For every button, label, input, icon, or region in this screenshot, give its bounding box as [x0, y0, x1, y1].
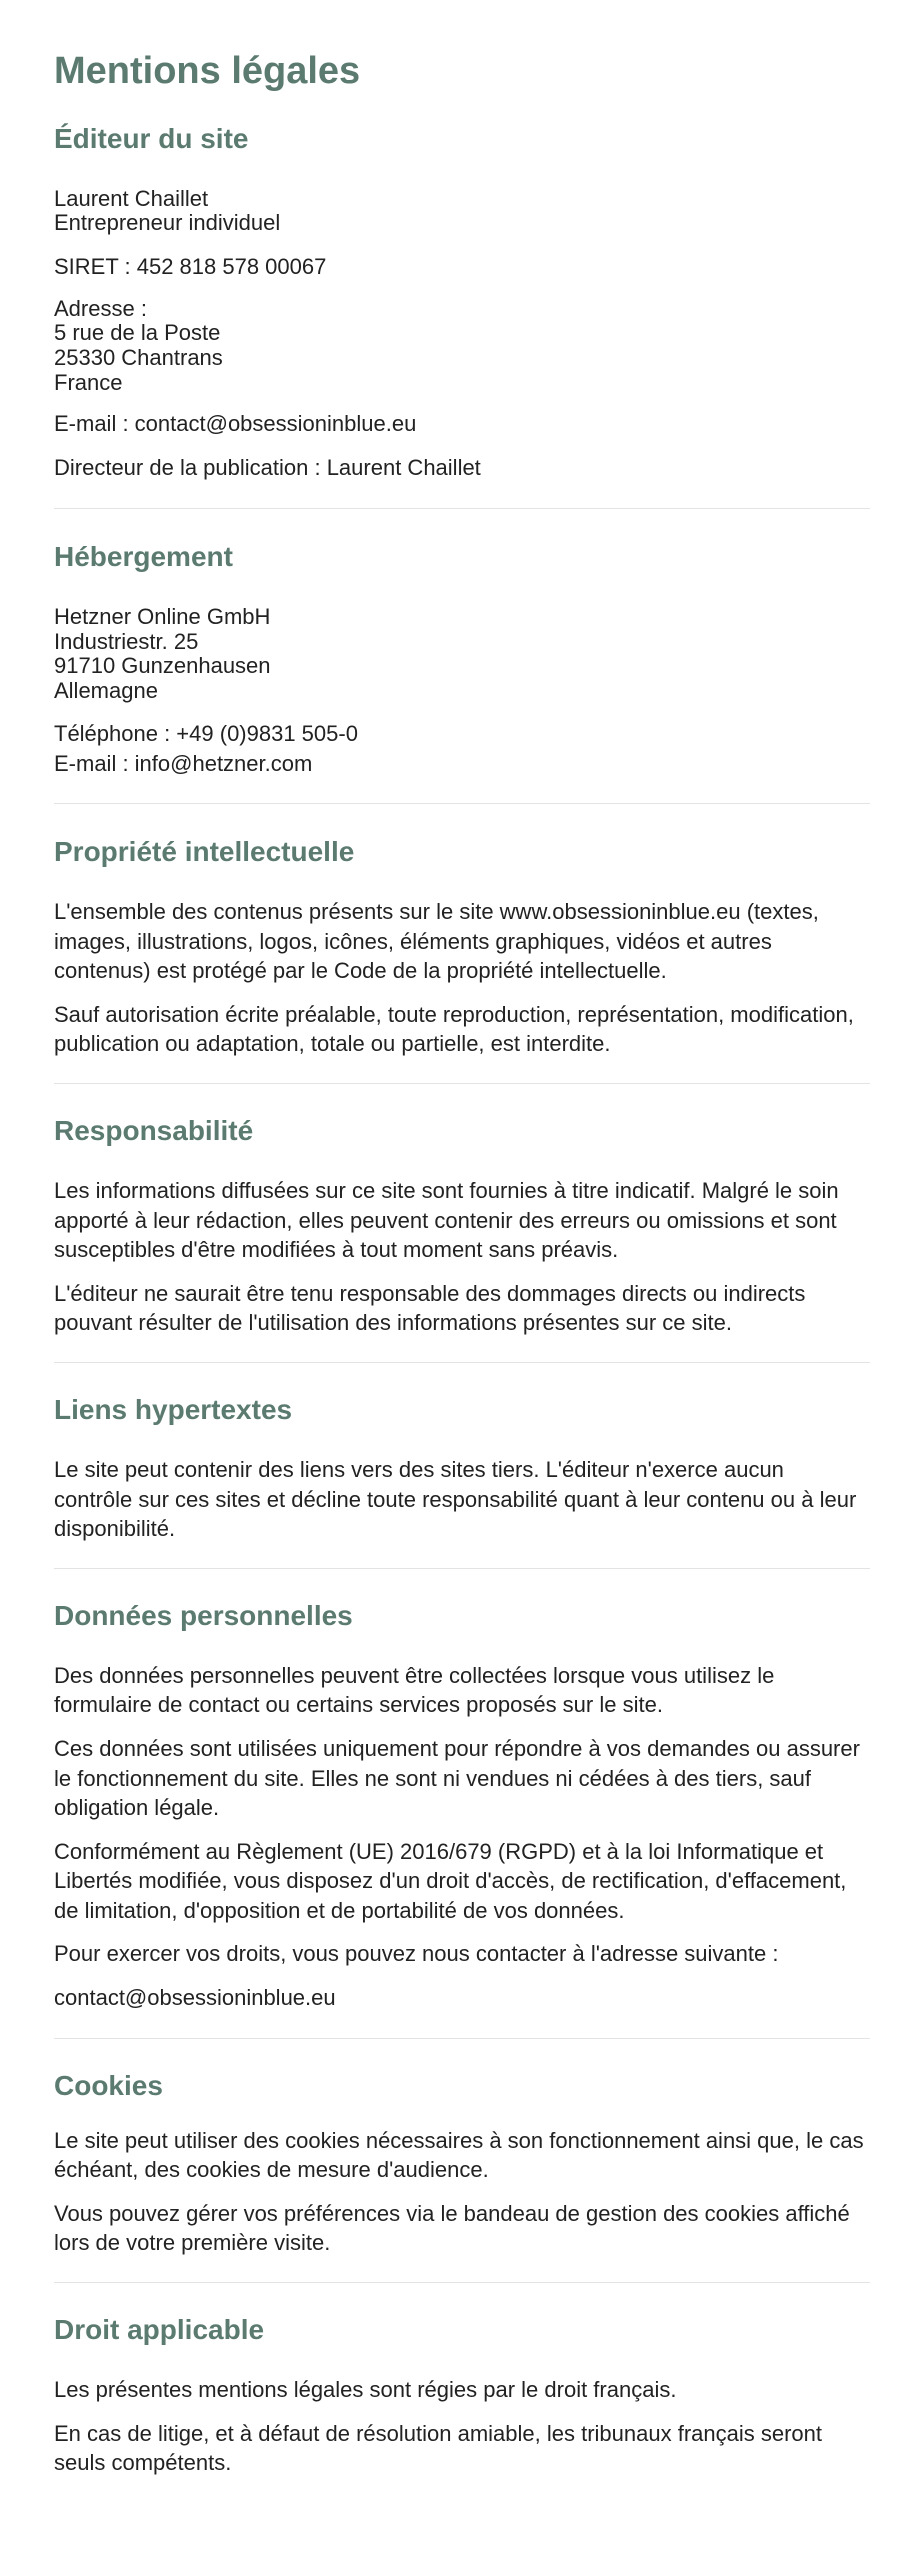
paragraph-line: Le site peut contenir des liens vers des sites tiers. L'éditeur n'exerce aucun — [54, 1457, 784, 1482]
paragraph-line: Pour exercer vos droits, vous pouvez nous contacter à l'adresse suivante : — [54, 1941, 779, 1966]
paragraph-line: Vous pouvez gérer vos préférences via le bandeau de gestion des cookies affiché — [54, 2201, 850, 2226]
section-divider — [54, 1362, 870, 1363]
paragraph-line: Conformément au Règlement (UE) 2016/679 (RGPD) et à la loi Informatique et — [54, 1839, 824, 1864]
paragraph-line: images, illustrations, logos, icônes, éléments graphiques, vidéos et autres — [54, 929, 772, 954]
paragraph-line: contrôle sur ces sites et décline toute responsabilité quant à leur contenu ou à leur — [54, 1487, 857, 1512]
section-divider — [54, 2038, 870, 2039]
paragraph-line: Les présentes mentions légales sont régies par le droit français. — [54, 2377, 677, 2402]
paragraph-line: de limitation, d'opposition et de portabilité de vos données. — [54, 1898, 625, 1923]
host-phone: Téléphone : +49 (0)9831 505-0 — [54, 721, 358, 746]
editor-name: Laurent Chaillet — [54, 186, 209, 211]
address-street: 5 rue de la Poste — [54, 320, 221, 345]
address-country: France — [54, 370, 123, 395]
paragraph-line: seuls compétents. — [54, 2450, 232, 2475]
paragraph-line: échéant, des cookies de mesure d'audience. — [54, 2157, 489, 2182]
paragraph-line: obligation légale. — [54, 1795, 220, 1820]
paragraph-line: contenus) est protégé par le Code de la propriété intellectuelle. — [54, 958, 667, 983]
paragraph-line: En cas de litige, et à défaut de résolution amiable, les tribunaux français seront — [54, 2421, 823, 2446]
section-divider — [54, 803, 870, 804]
host-city: 91710 Gunzenhausen — [54, 653, 271, 678]
page-title: Mentions légales — [54, 50, 361, 92]
section-divider — [54, 1083, 870, 1084]
paragraph-line: Libertés modifiée, vous disposez d'un droit d'accès, de rectification, d'effacement, — [54, 1868, 847, 1893]
paragraph-line: susceptibles d'être modifiées à tout moment sans préavis. — [54, 1237, 619, 1262]
section-heading-propriete: Propriété intellectuelle — [54, 836, 355, 867]
section-heading-editeur: Éditeur du site — [54, 123, 249, 154]
publication-director: Directeur de la publication : Laurent Chaillet — [54, 455, 481, 480]
paragraph-line: lors de votre première visite. — [54, 2230, 331, 2255]
paragraph-line: L'ensemble des contenus présents sur le site www.obsessioninblue.eu (textes, — [54, 899, 819, 924]
editor-email: E-mail : contact@obsessioninblue.eu — [54, 411, 417, 436]
paragraph-line: Ces données sont utilisées uniquement pour répondre à vos demandes ou assurer — [54, 1736, 860, 1761]
editor-siret: SIRET : 452 818 578 00067 — [54, 254, 327, 279]
paragraph-line: Sauf autorisation écrite préalable, toute reproduction, représentation, modification, — [54, 1002, 854, 1027]
address-city: 25330 Chantrans — [54, 345, 223, 370]
section-heading-donnees: Données personnelles — [54, 1600, 353, 1631]
paragraph-line: formulaire de contact ou certains services proposés sur le site. — [54, 1692, 663, 1717]
section-heading-liens: Liens hypertextes — [54, 1394, 293, 1425]
section-divider — [54, 508, 870, 509]
section-heading-responsabilite: Responsabilité — [54, 1115, 254, 1146]
paragraph-line: disponibilité. — [54, 1516, 176, 1541]
section-divider — [54, 2282, 870, 2283]
paragraph-line: le fonctionnement du site. Elles ne sont ni vendues ni cédées à des tiers, sauf — [54, 1766, 812, 1791]
editor-status: Entrepreneur individuel — [54, 210, 281, 235]
paragraph-line: publication ou adaptation, totale ou partielle, est interdite. — [54, 1031, 611, 1056]
section-heading-hebergement: Hébergement — [54, 541, 233, 572]
section-heading-droit: Droit applicable — [54, 2314, 265, 2345]
paragraph-line: Le site peut utiliser des cookies nécessaires à son fonctionnement ainsi que, le cas — [54, 2128, 864, 2153]
paragraph-line: Les informations diffusées sur ce site sont fournies à titre indicatif. Malgré le soin — [54, 1178, 839, 1203]
host-street: Industriestr. 25 — [54, 629, 199, 654]
host-company: Hetzner Online GmbH — [54, 604, 271, 629]
host-email: E-mail : info@hetzner.com — [54, 751, 313, 776]
paragraph-line: L'éditeur ne saurait être tenu responsable des dommages directs ou indirects — [54, 1281, 806, 1306]
paragraph-line: pouvant résulter de l'utilisation des informations présentes sur ce site. — [54, 1310, 732, 1335]
section-divider — [54, 1568, 870, 1569]
paragraph-line: apporté à leur rédaction, elles peuvent contenir des erreurs ou omissions et sont — [54, 1208, 837, 1233]
section-heading-cookies: Cookies — [54, 2070, 163, 2101]
address-label: Adresse : — [54, 296, 147, 321]
host-country: Allemagne — [54, 678, 158, 703]
paragraph-line: Des données personnelles peuvent être collectées lorsque vous utilisez le — [54, 1663, 775, 1688]
contact-email: contact@obsessioninblue.eu — [54, 1985, 336, 2010]
